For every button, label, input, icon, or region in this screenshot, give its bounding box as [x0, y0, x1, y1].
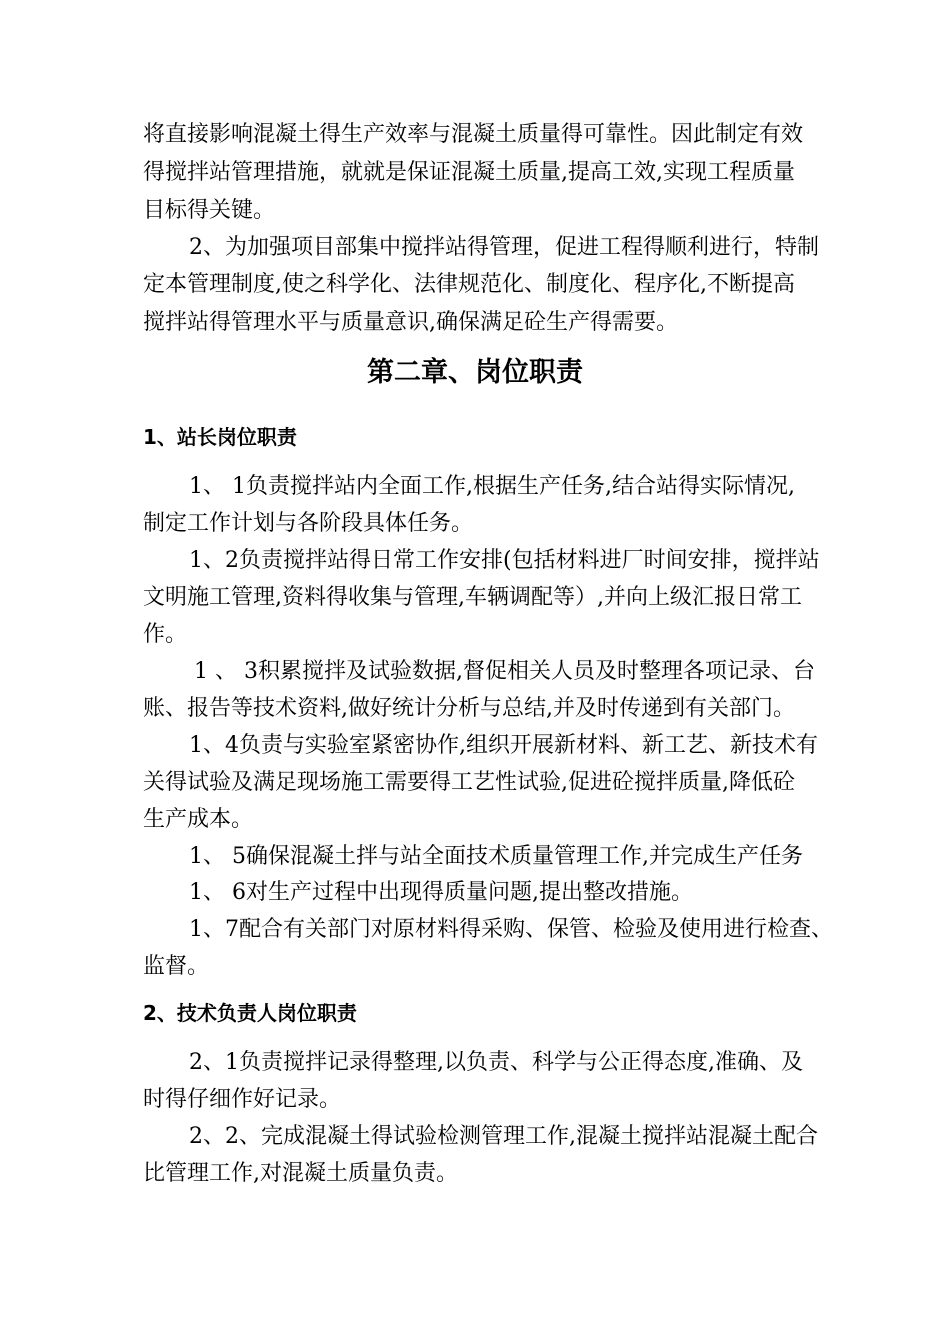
purpose-line-3: 搅拌站得管理水平与质量意识,确保满足砼生产得需要。: [143, 310, 678, 335]
intro-line-1: 将直接影响混凝土得生产效率与混凝土质量得可靠性。因此制定有效: [143, 122, 804, 147]
s2-item2-line-1: 2、2、完成混凝土得试验检测管理工作,混凝土搅拌站混凝土配合: [189, 1124, 818, 1149]
s1-item3-line-2: 账、报告等技术资料,做好统计分析与总结,并及时传递到有关部门。: [143, 696, 795, 721]
s2-item1-line-2: 时得仔细作好记录。: [143, 1087, 342, 1112]
s2-item2-line-2: 比管理工作,对混凝土质量负责。: [143, 1161, 458, 1186]
s1-item7-line-2: 监督。: [143, 954, 210, 979]
s1-item5-line-1: 1、 5确保混凝土拌与站全面技术质量管理工作,并完成生产任务: [189, 844, 803, 869]
s2-item1-line-1: 2、1负责搅拌记录得整理,以负责、科学与公正得态度,准确、及: [189, 1050, 803, 1075]
s1-item1-line-1: 1、 1负责搅拌站内全面工作,根据生产任务,结合站得实际情况,: [189, 474, 795, 499]
purpose-line-1: 2、为加强项目部集中搅拌站得管理，促进工程得顺利进行，特制: [189, 235, 819, 260]
s1-item2-line-1: 1、2负责搅拌站得日常工作安排(包括材料进厂时间安排，搅拌站: [189, 548, 820, 573]
s1-item3-line-1: 1 、 3积累搅拌及试验数据,督促相关人员及时整理各项记录、台: [194, 659, 815, 684]
s1-item4-line-3: 生产成本。: [143, 807, 254, 832]
section-heading-station-manager: 1、站长岗位职责: [143, 425, 297, 449]
chapter-title: 第二章、岗位职责: [367, 357, 583, 388]
intro-line-2: 得搅拌站管理措施，就就是保证混凝土质量,提高工效,实现工程质量: [143, 160, 795, 185]
s1-item1-line-2: 制定工作计划与各阶段具体任务。: [143, 511, 474, 536]
s1-item4-line-2: 关得试验及满足现场施工需要得工艺性试验,促进砼搅拌质量,降低砼: [143, 770, 795, 795]
s1-item2-line-2: 文明施工管理,资料得收集与管理,车辆调配等）,并向上级汇报日常工: [143, 585, 802, 610]
s1-item4-line-1: 1、4负责与实验室紧密协作,组织开展新材料、新工艺、新技术有: [189, 733, 818, 758]
purpose-line-2: 定本管理制度,使之科学化、法律规范化、制度化、程序化,不断提高: [143, 272, 795, 297]
s1-item2-line-3: 作。: [143, 622, 188, 647]
s1-item7-line-1: 1、7配合有关部门对原材料得采购、保管、检验及使用进行检查、: [189, 917, 833, 942]
section-heading-technical-lead: 2、技术负责人岗位职责: [143, 1001, 357, 1025]
intro-line-3: 目标得关键。: [143, 198, 276, 223]
s1-item6-line-1: 1、 6对生产过程中出现得质量问题,提出整改措施。: [189, 880, 693, 905]
